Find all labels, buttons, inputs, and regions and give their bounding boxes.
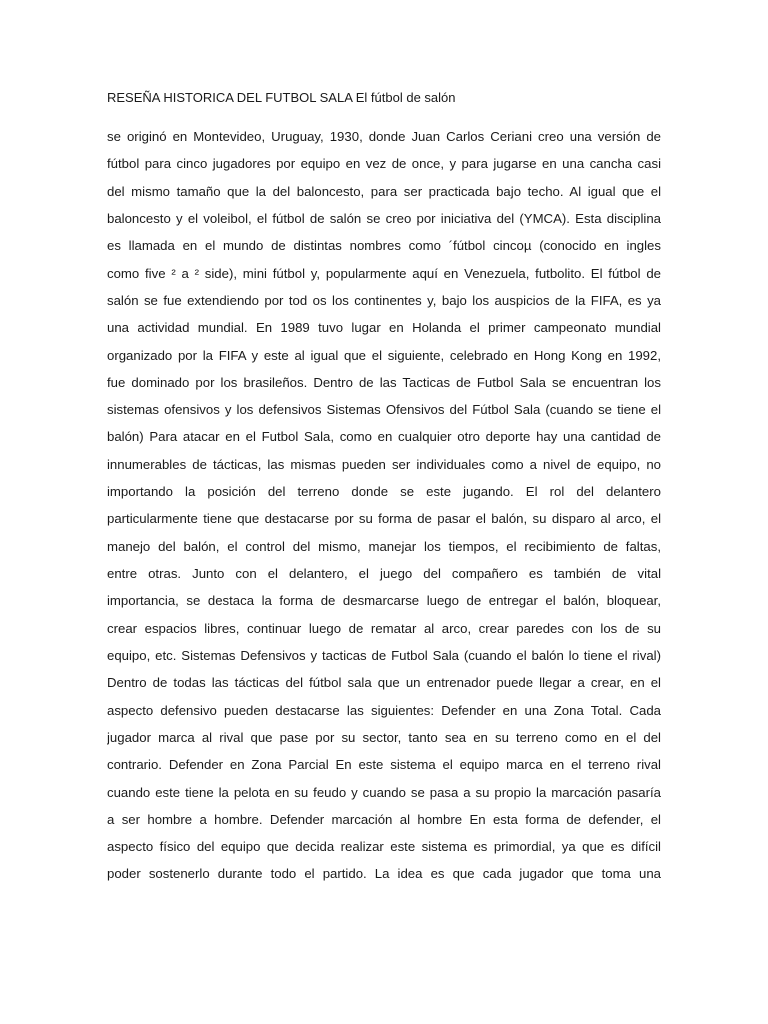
paragraph-line: baloncesto y el voleibol, el fútbol de salón se creo por iniciativa del (YMCA). Esta disciplina [107, 210, 661, 226]
paragraph-line: jugador marca al rival que pase por su sector, tanto sea en su terreno como en el del [107, 729, 661, 745]
paragraph-line: una actividad mundial. En 1989 tuvo lugar en Holanda el primer campeonato mundial [107, 320, 661, 336]
paragraph-line: particularmente tiene que destacarse por su forma de pasar el balón, su disparo al arco, el [107, 511, 661, 527]
paragraph-line: equipo, etc. Sistemas Defensivos y tacticas de Futbol Sala (cuando el balón lo tiene el rival) [107, 647, 661, 663]
paragraph-line: manejo del balón, el control del mismo, manejar los tiempos, el recibimiento de faltas, [107, 538, 661, 554]
document-title: RESEÑA HISTORICA DEL FUTBOL SALA El fútbol de salón [107, 90, 456, 105]
paragraph-line: innumerables de tácticas, las mismas pueden ser individuales como a nivel de equipo, no [107, 456, 661, 472]
paragraph-line: contrario. Defender en Zona Parcial En este sistema el equipo marca en el terreno rival [107, 757, 661, 773]
paragraph-line: importancia, se destaca la forma de desmarcarse luego de entregar el balón, bloquear, [107, 593, 661, 609]
paragraph-line: aspecto defensivo pueden destacarse las siguientes: Defender en una Zona Total. Cada [107, 702, 661, 718]
document-body [107, 126, 661, 891]
paragraph-line: organizado por la FIFA y este al igual que el siguiente, celebrado en Hong Kong en 1992, [107, 347, 661, 363]
paragraph-line: Dentro de todas las tácticas del fútbol sala que un entrenador puede llegar a crear, en el [107, 675, 661, 691]
paragraph-line: se originó en Montevideo, Uruguay, 1930, donde Juan Carlos Ceriani creo una versión de [107, 129, 661, 144]
paragraph-line: cuando este tiene la pelota en su feudo y cuando se pasa a su propio la marcación pasaría [107, 784, 661, 800]
paragraph-line: salón se fue extendiendo por tod os los continentes y, bajo los auspicios de la FIFA, es ya [107, 292, 661, 308]
paragraph-line: poder sostenerlo durante todo el partido. La idea es que cada jugador que toma una [107, 866, 661, 882]
paragraph-line: balón) Para atacar en el Futbol Sala, como en cualquier otro deporte hay una cantidad de [107, 429, 661, 445]
paragraph-line: aspecto físico del equipo que decida realizar este sistema es primordial, ya que es difícil [107, 839, 661, 855]
paragraph-line: como five ² a ² side), mini fútbol y, popularmente aquí en Venezuela, futbolito. El fútbol de [107, 265, 661, 281]
paragraph-line: a ser hombre a hombre. Defender marcación al hombre En esta forma de defender, el [107, 811, 661, 827]
paragraph-line: del mismo tamaño que la del baloncesto, para ser practicada bajo techo. Al igual que el [107, 183, 661, 199]
paragraph-line: fue dominado por los brasileños. Dentro de las Tacticas de Futbol Sala se encuentran los [107, 374, 661, 390]
paragraph-line: sistemas ofensivos y los defensivos Sistemas Ofensivos del Fútbol Sala (cuando se tiene el [107, 402, 661, 418]
paragraph-line: fútbol para cinco jugadores por equipo en vez de once, y para jugarse en una cancha casi [107, 156, 661, 172]
paragraph-line: entre otras. Junto con el delantero, el juego del compañero es también de vital [107, 566, 661, 581]
paragraph-line: es llamada en el mundo de distintas nombres como ´fútbol cincoµ (conocido en ingles [107, 238, 661, 254]
paragraph-line: importando la posición del terreno donde se este jugando. El rol del delantero [107, 484, 661, 500]
paragraph-line: crear espacios libres, continuar luego de rematar al arco, crear paredes con los de su [107, 620, 661, 636]
